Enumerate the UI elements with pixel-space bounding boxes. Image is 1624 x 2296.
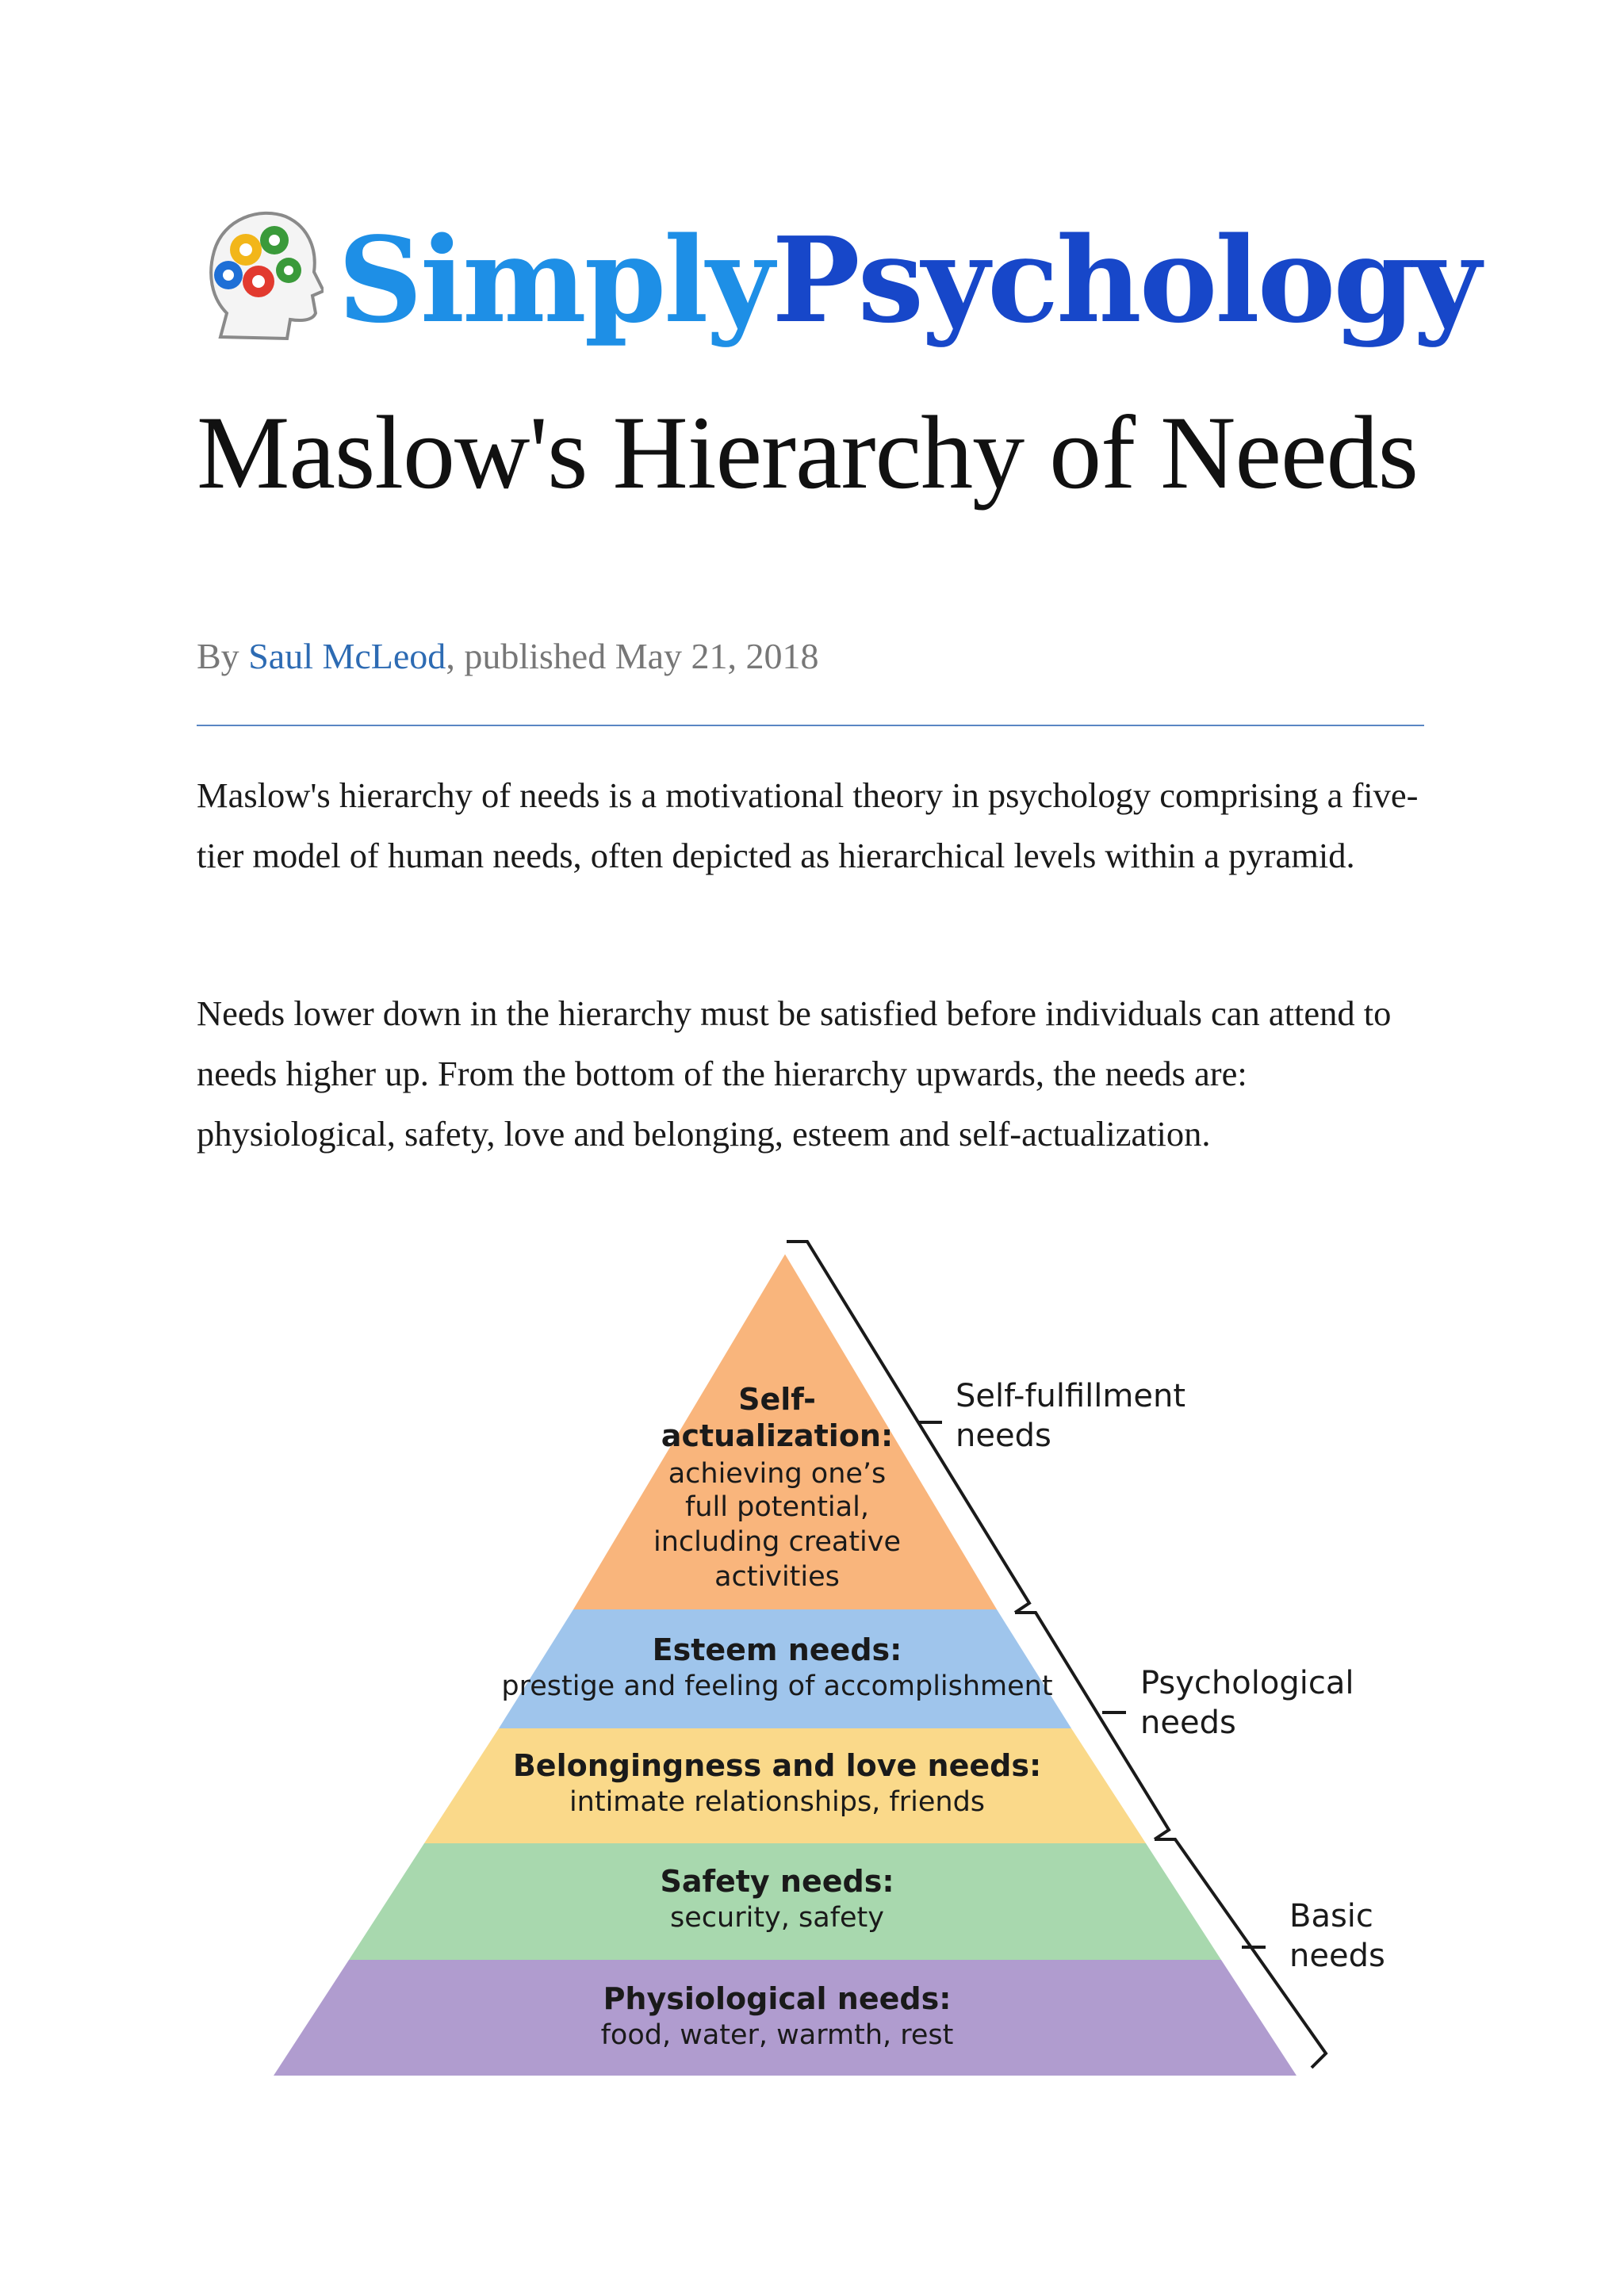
group-self-fulfillment-line2: needs: [956, 1418, 1051, 1454]
site-logo[interactable]: [197, 202, 1479, 361]
intro-paragraph: Maslow's hierarchy of needs is a motivational theory in psychology comprising a five-tier model of human needs, often depicted as hierarchical levels within a pyramid.: [197, 775, 1419, 875]
group-psychological-line1: Psychological: [1140, 1665, 1354, 1701]
title-divider: [197, 725, 1424, 726]
article-title: Maslow's Hierarchy of Needs: [197, 394, 1418, 511]
level-self-actualization-title-line2: actualization:: [661, 1418, 894, 1453]
byline-prefix: By: [197, 636, 249, 676]
pyramid-level-physiological: [274, 1960, 1297, 2076]
levels-paragraph: Needs lower down in the hierarchy must be satisfied before individuals can attend to needs higher up. From the bottom of the hierarchy upwards, the needs are: physiological, safety, love and belonging, esteem and self-actualization.: [197, 993, 1392, 1154]
author-link[interactable]: Saul McLeod: [248, 636, 446, 676]
site-wordmark: [338, 209, 1479, 351]
group-basic-line2: needs: [1289, 1938, 1385, 1974]
group-self-fulfillment-line1: Self-fulfillment: [956, 1378, 1186, 1414]
level-self-actualization-desc-line3: including creative: [653, 1526, 902, 1558]
level-safety-desc: security, safety: [670, 1902, 884, 1934]
level-self-actualization-desc-line1: achieving one’s: [668, 1458, 887, 1490]
level-esteem-title: Esteem needs:: [652, 1632, 902, 1667]
level-belongingness-title: Belongingness and love needs:: [512, 1748, 1042, 1783]
level-physiological-desc: food, water, warmth, rest: [600, 2019, 954, 2051]
byline-date: , published May 21, 2018: [446, 636, 819, 676]
article-byline: [197, 633, 819, 680]
level-physiological-title: Physiological needs:: [603, 1981, 952, 2016]
level-self-actualization-desc-line4: activities: [714, 1561, 840, 1593]
group-psychological-line2: needs: [1140, 1705, 1236, 1741]
maslow-pyramid-diagram: [214, 1237, 1435, 2101]
level-belongingness-desc: intimate relationships, friends: [569, 1786, 986, 1818]
pyramid-level-esteem: [499, 1609, 1071, 1728]
logo-word-simply: Simply: [338, 211, 772, 349]
level-self-actualization-title-line1: Self-: [738, 1382, 816, 1417]
brain-gears-head-icon: [197, 202, 324, 353]
level-safety-title: Safety needs:: [660, 1864, 894, 1899]
level-self-actualization-desc-line2: full potential,: [685, 1491, 869, 1523]
group-basic-line1: Basic: [1289, 1898, 1373, 1934]
level-esteem-desc: prestige and feeling of accomplishment: [501, 1670, 1053, 1702]
logo-word-psychology: Psychology: [772, 211, 1479, 349]
